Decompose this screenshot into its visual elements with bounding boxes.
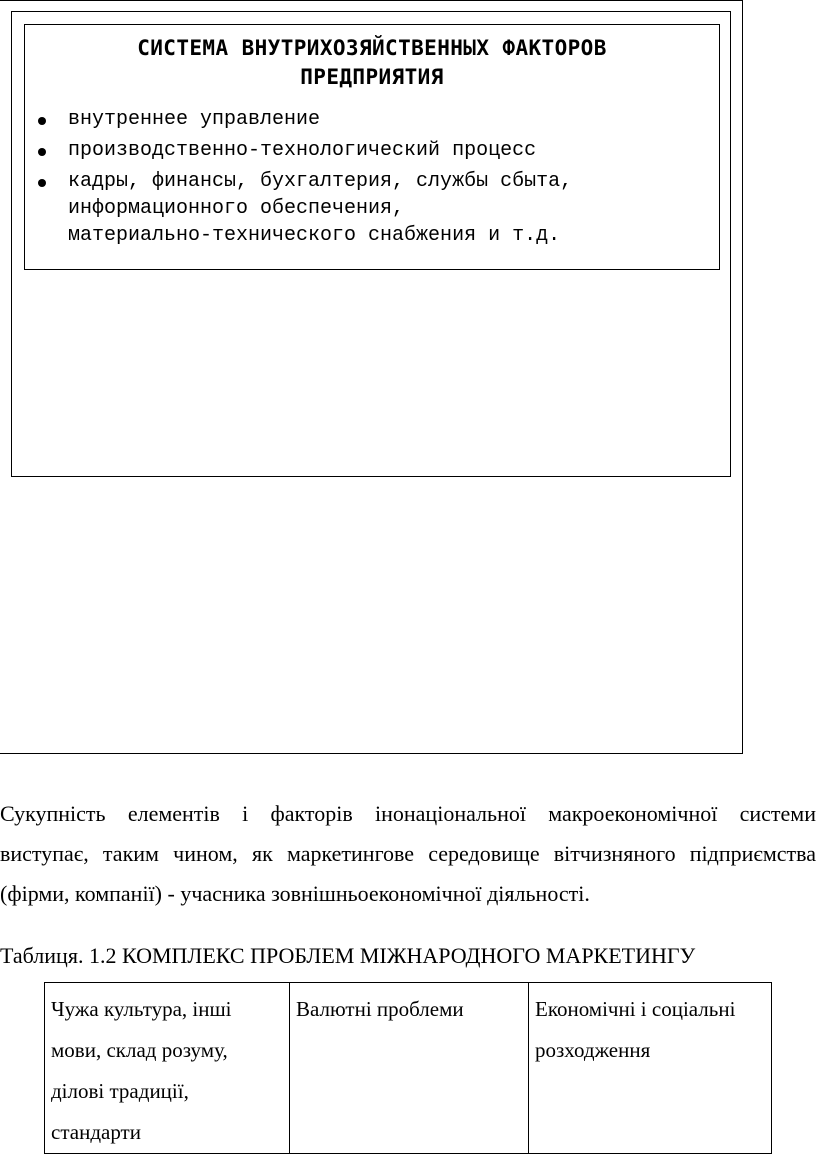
list-item	[38, 168, 718, 249]
bullet-icon	[38, 148, 46, 156]
table-cell-currency	[290, 983, 529, 1154]
table-caption: Таблиця. 1.2 КОМПЛЕКС ПРОБЛЕМ МІЖНАРОДНОГО МАРКЕТИНГУ	[0, 943, 696, 968]
table-row	[45, 983, 772, 1154]
factor-list	[38, 106, 718, 252]
table-cell-economic	[529, 983, 772, 1154]
paragraph-line: (фірми, компанії) - учасника зовнішньоекономічної діяльності.	[0, 881, 590, 906]
paragraph-line: виступає, таким чином, як маркетингове середовище вітчизняного підприємства	[0, 841, 816, 866]
bullet-icon	[38, 179, 46, 187]
box-title-line-2: ПРЕДПРИЯТИЯ	[300, 65, 444, 89]
list-item-text: кадры, финансы, бухгалтерия, службы сбыта,	[68, 170, 573, 193]
list-item-text: внутреннее управление	[68, 108, 321, 131]
list-item-text: производственно-технологический процесс	[68, 139, 537, 162]
cell-line: Чужа культура, інші	[51, 997, 232, 1021]
table-cell-culture	[45, 983, 290, 1154]
box-title-line-1: СИСТЕМА ВНУТРИХОЗЯЙСТВЕННЫХ ФАКТОРОВ	[137, 36, 607, 60]
cell-line: розходження	[535, 1038, 651, 1062]
box-title	[26, 34, 718, 92]
body-paragraph	[0, 794, 816, 914]
bullet-icon	[38, 117, 46, 125]
list-item	[38, 137, 718, 165]
cell-line: Економічні і соціальні	[535, 997, 736, 1021]
list-item-text: информационного обеспечения,	[68, 197, 405, 220]
cell-line: мови, склад розуму,	[51, 1038, 228, 1062]
paragraph-line: Сукупність елементів і факторів інонаціональної макроекономічної системи	[0, 801, 816, 826]
cell-line: Валютні проблеми	[296, 997, 464, 1021]
list-item	[38, 106, 718, 134]
problems-table	[44, 982, 772, 1154]
list-item-text: материально-технического снабжения и т.д.	[68, 224, 561, 247]
cell-line: стандарти	[51, 1120, 141, 1144]
cell-line: ділові традиції,	[51, 1079, 189, 1103]
